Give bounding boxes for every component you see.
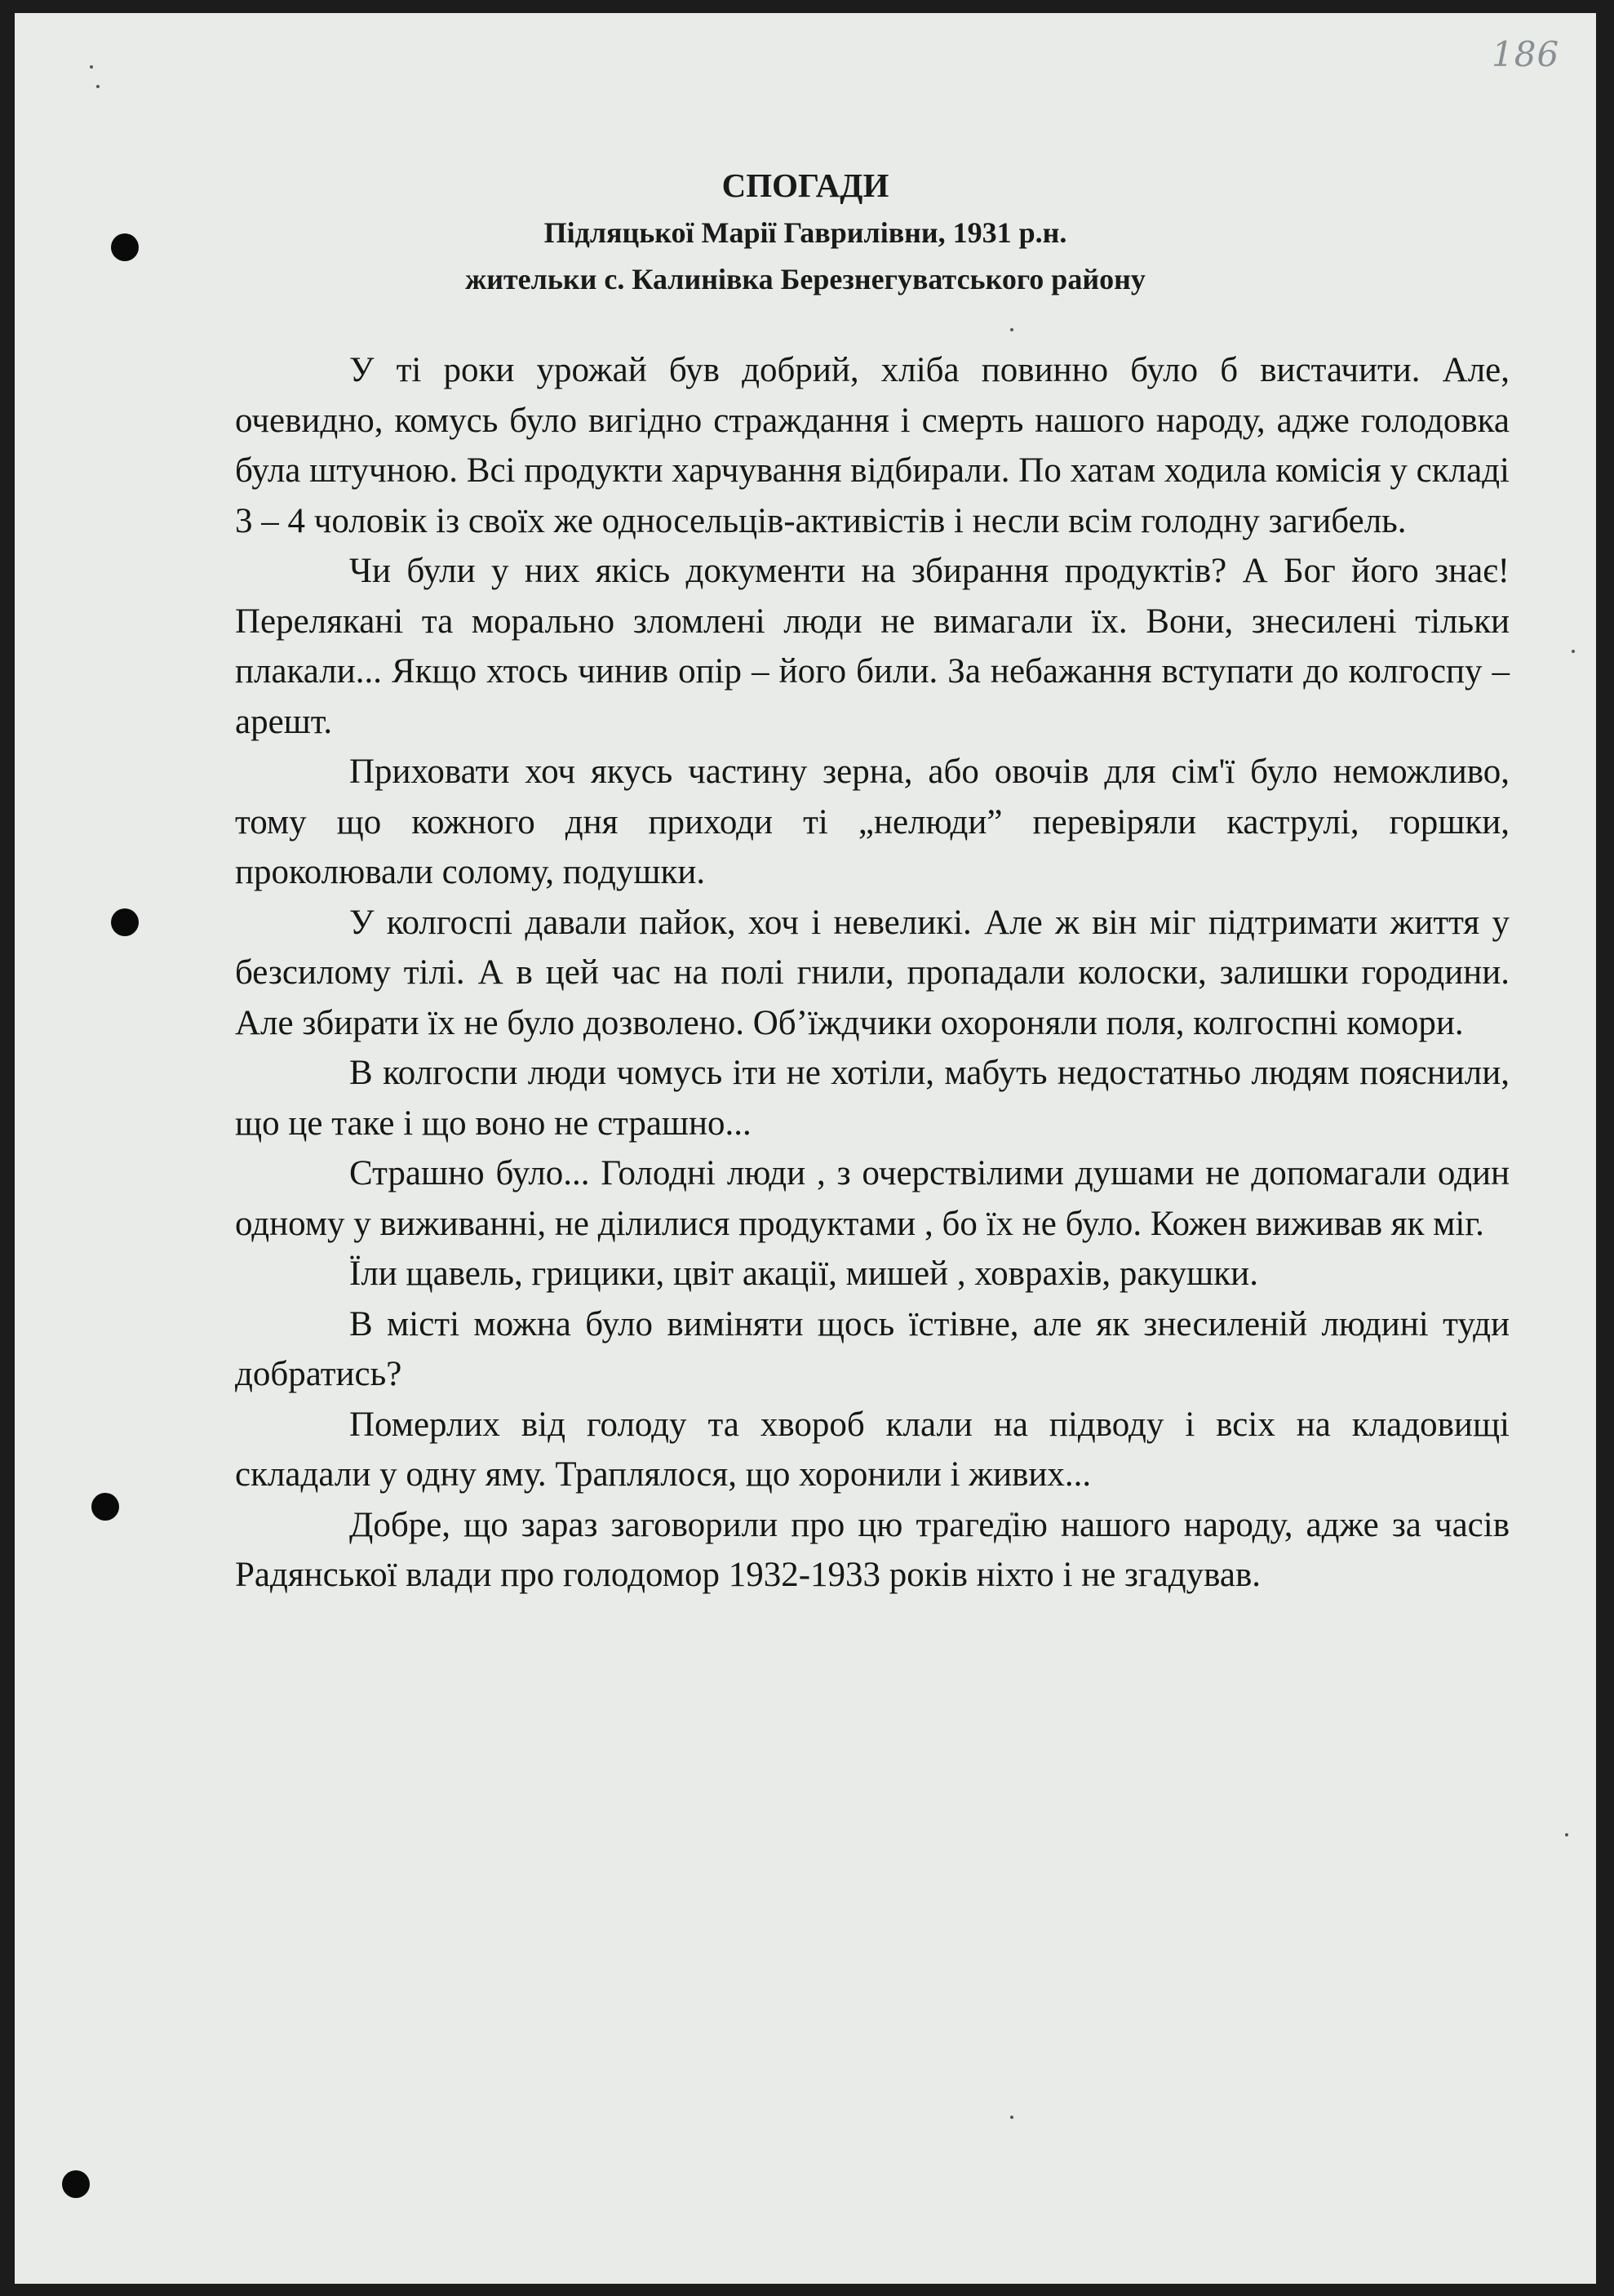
document-title: СПОГАДИ — [721, 167, 889, 204]
paragraph: Страшно було... Голодні люди , з очерствілими душами не допомагали один одному у виживанні, не ділилися продуктами , бо їх не було. Кожен виживав як міг. — [235, 1154, 1510, 1243]
location-line: жительки с. Калинівка Березнегуватського району — [465, 263, 1146, 295]
paragraph: У ті роки урожай був добрий, хліба повинно було б вистачити. Але, очевидно, комусь було вигідно страждання і смерть нашого народу, адже голодовка була штучною. Всі продукти харчування відбирали. По хатам ходила комісія у складі 3 – 4 чоловік із своїх же односельців-активістів і несли всім голодну загибель. — [235, 351, 1510, 540]
paragraph: Їли щавель, грицики, цвіт акації, мишей , ховрахів, ракушки. — [349, 1255, 1258, 1293]
punch-hole — [91, 1493, 119, 1521]
punch-hole — [62, 2170, 90, 2198]
paper-speck — [90, 65, 93, 69]
paper-speck — [1010, 2116, 1013, 2119]
handwritten-page-number: 186 — [1492, 34, 1560, 74]
document-header — [15, 161, 1596, 303]
punch-hole — [111, 908, 139, 936]
author-line: Підляцької Марії Гаврилівни, 1931 р.н. — [543, 216, 1067, 249]
paragraph: В колгоспи люди чомусь іти не хотіли, мабуть недостатньо людям пояснили, що це таке і що воно не страшно... — [235, 1054, 1510, 1143]
paragraph: Приховати хоч якусь частину зерна, або овочів для сім'ї було неможливо, тому що кожного дня приходи ті „нелюди” перевіряли каструлі, горшки, проколювали солому, подушки. — [235, 753, 1510, 891]
paragraph: У колгоспі давали пайок, хоч і невеликі. Але ж він міг підтримати життя у безсилому тілі. А в цей час на полі гнили, пропадали колоски, залишки городини. Але збирати їх не було дозволено. Об’їждчики охороняли поля, колгоспні комори. — [235, 903, 1510, 1042]
paper-speck — [1010, 328, 1013, 331]
paragraph: В місті можна було виміняти щось їстівне, але як знесиленій людині туди добратись? — [235, 1304, 1510, 1393]
paragraph: Чи були у них якісь документи на збирання продуктів? А Бог його знає! Перелякані та морально зломлені люди не вимагали їх. Вони, знесилені тільки плакали... Якщо хтось чинив опір – його били. За небажання вступати до колгоспу – арешт. — [235, 552, 1510, 741]
paper-speck — [1572, 650, 1575, 653]
paragraph: Добре, що зараз заговорили про цю трагедію нашого народу, адже за часів Радянської влади про голодомор 1932-1933 років ніхто і не згадував. — [235, 1505, 1510, 1594]
paper-speck — [1565, 1833, 1568, 1836]
document-page — [15, 13, 1596, 2284]
document-body — [235, 345, 1510, 1601]
paper-speck — [96, 85, 100, 88]
paragraph: Померлих від голоду та хвороб клали на підводу і всіх на кладовищі складали у одну яму. Траплялося, що хоронили і живих... — [235, 1405, 1510, 1494]
